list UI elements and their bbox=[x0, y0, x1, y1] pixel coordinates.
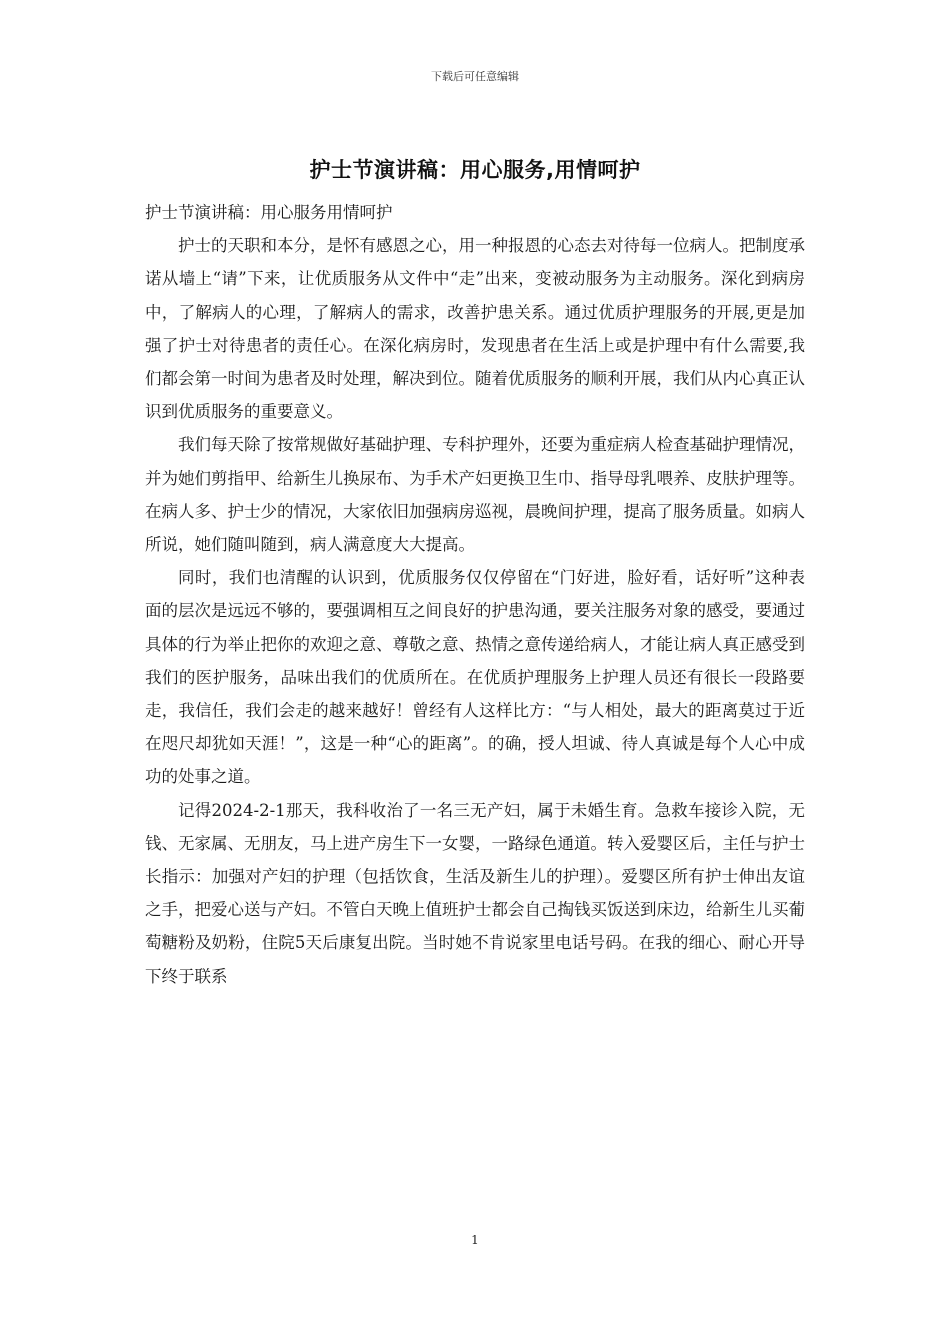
page-number: 1 bbox=[471, 1233, 479, 1247]
paragraph-2: 我们每天除了按常规做好基础护理、专科护理外，还要为重症病人检查基础护理情况，并为她们剪指甲、给新生儿换尿布、为手术产妇更换卫生巾、指导母乳喂养、皮肤护理等。在病人多、护士少的情况，大家依旧加强病房巡视，晨晚间护理，提高了服务质量。如病人所说，她们随叫随到，病人满意度大大提高。 bbox=[145, 435, 805, 555]
document-body bbox=[145, 196, 805, 993]
paragraph-4: 记得2024-2-1那天，我科收治了一名三无产妇，属于未婚生育。急救车接诊入院，无钱、无家属、无朋友，马上进产房生下一女婴，一路绿色通道。转入爱婴区后，主任与护士长指示：加强对产妇的护理（包括饮食，生活及新生儿的护理）。爱婴区所有护士伸出友谊之手，把爱心送与产妇。不管白天晚上值班护士都会自己掏钱买饭送到床边，给新生儿买葡萄糖粉及奶粉，住院5天后康复出院。当时她不肯说家里电话号码。在我的细心、耐心开导下终于联系 bbox=[145, 800, 805, 986]
header-note: 下载后可任意编辑 bbox=[431, 70, 519, 83]
paragraph-3: 同时，我们也清醒的认识到，优质服务仅仅停留在“门好进，脸好看，话好听”这种表面的层次是远远不够的，要强调相互之间良好的护患沟通，要关注服务对象的感受，要通过具体的行为举止把你的欢迎之意、尊敬之意、热情之意传递给病人，才能让病人真正感受到我们的医护服务，品味出我们的优质所在。在优质护理服务上护理人员还有很长一段路要走，我信任，我们会走的越来越好！曾经有人这样比方：“与人相处，最大的距离莫过于近在咫尺却犹如天涯！”，这是一种“心的距离”。的确，授人坦诚、待人真诚是每个人心中成功的处事之道。 bbox=[145, 568, 805, 787]
document-title: 护士节演讲稿：用心服务,用情呵护 bbox=[309, 158, 641, 182]
subtitle-line: 护士节演讲稿：用心服务用情呵护 bbox=[145, 203, 393, 222]
paragraph-1: 护士的天职和本分，是怀有感恩之心，用一种报恩的心态去对待每一位病人。把制度承诺从墙上“请”下来，让优质服务从文件中“走”出来，变被动服务为主动服务。深化到病房中，了解病人的心理，了解病人的需求，改善护患关系。通过优质护理服务的开展,更是加强了护士对待患者的责任心。在深化病房时，发现患者在生活上或是护理中有什么需要,我们都会第一时间为患者及时处理，解决到位。随着优质服务的顺利开展，我们从内心真正认识到优质服务的重要意义。 bbox=[145, 236, 805, 422]
